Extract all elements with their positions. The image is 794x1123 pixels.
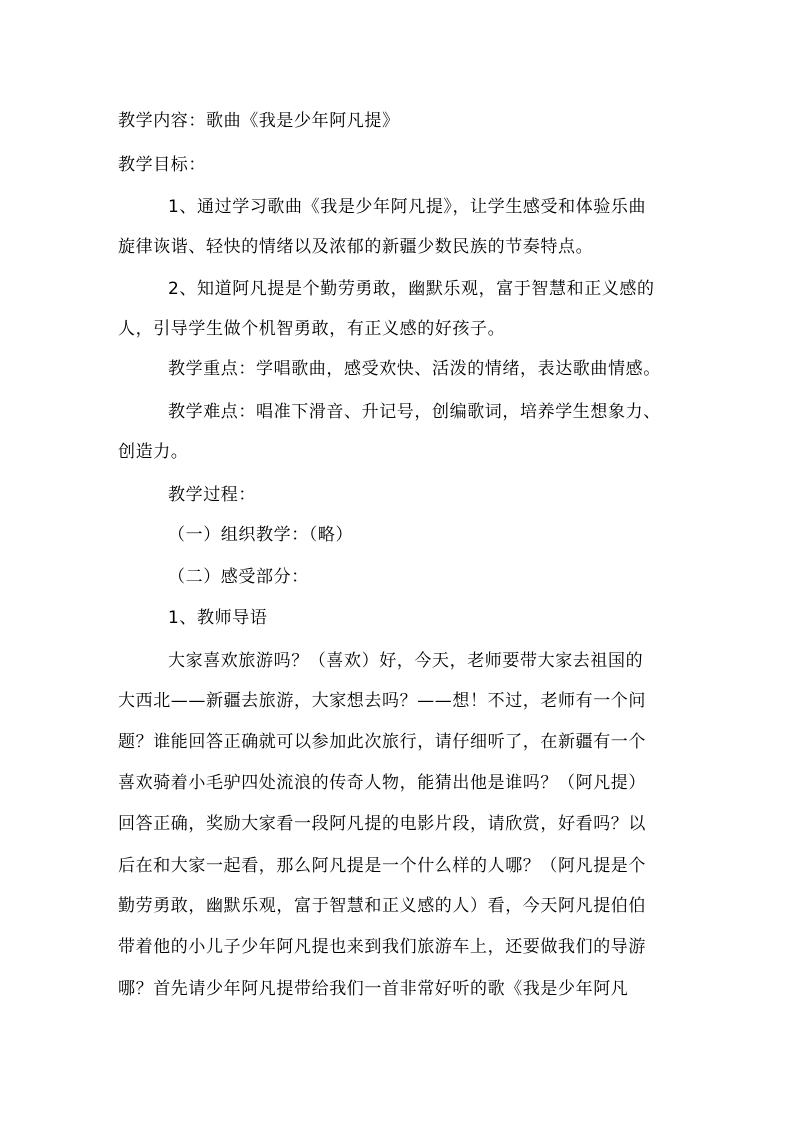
difficult-points-line-1: 教学难点：唱准下滑音、升记号，创编歌词，培养学生想象力、 <box>168 402 661 422</box>
difficult-points-line-2: 创造力。 <box>118 442 189 462</box>
intro-line-1: 大家喜欢旅游吗？（喜欢）好，今天，老师要带大家去祖国的 <box>168 651 644 671</box>
step-1: （一）组织教学：（略） <box>168 525 354 545</box>
intro-line-3: 题？谁能回答正确就可以参加此次旅行，请仔细听了，在新疆有一个 <box>118 732 646 752</box>
lesson-content: 教学内容：歌曲《我是少年阿凡提》 <box>118 111 400 131</box>
intro-line-2: 大西北——新疆去旅游，大家想去吗？——想！不过，老师有一个问 <box>118 691 646 711</box>
intro-line-6: 后在和大家一起看，那么阿凡提是一个什么样的人哪？（阿凡提是个 <box>118 856 646 876</box>
objectives-heading: 教学目标： <box>118 155 206 175</box>
objective-1-line-1: 1、通过学习歌曲《我是少年阿凡提》，让学生感受和体验乐曲 <box>168 197 647 217</box>
step-2: （二）感受部分： <box>168 567 309 587</box>
intro-line-8: 带着他的小儿子少年阿凡提也来到我们旅游车上，还要做我们的导游 <box>118 937 646 957</box>
intro-line-9: 哪？首先请少年阿凡提带给我们一首非常好听的歌《我是少年阿凡 <box>118 979 629 999</box>
sub-step-1: 1、教师导语 <box>168 608 268 628</box>
objective-2-line-1: 2、知道阿凡提是个勤劳勇敢，幽默乐观，富于智慧和正义感的 <box>168 279 655 299</box>
intro-line-4: 喜欢骑着小毛驴四处流浪的传奇人物，能猜出他是谁吗？（阿凡提） <box>118 773 646 793</box>
key-points: 教学重点：学唱歌曲，感受欢快、活泼的情绪，表达歌曲情感。 <box>168 359 661 379</box>
intro-line-7: 勤劳勇敢，幽默乐观，富于智慧和正义感的人）看，今天阿凡提伯伯 <box>118 896 646 916</box>
objective-1-line-2: 旋律诙谐、轻快的情绪以及浓郁的新疆少数民族的节奏特点。 <box>118 237 594 257</box>
objective-2-line-2: 人，引导学生做个机智勇敢，有正义感的好孩子。 <box>118 319 506 339</box>
process-heading: 教学过程： <box>168 485 256 505</box>
intro-line-5: 回答正确，奖励大家看一段阿凡提的电影片段，请欣赏，好看吗？以 <box>118 814 646 834</box>
